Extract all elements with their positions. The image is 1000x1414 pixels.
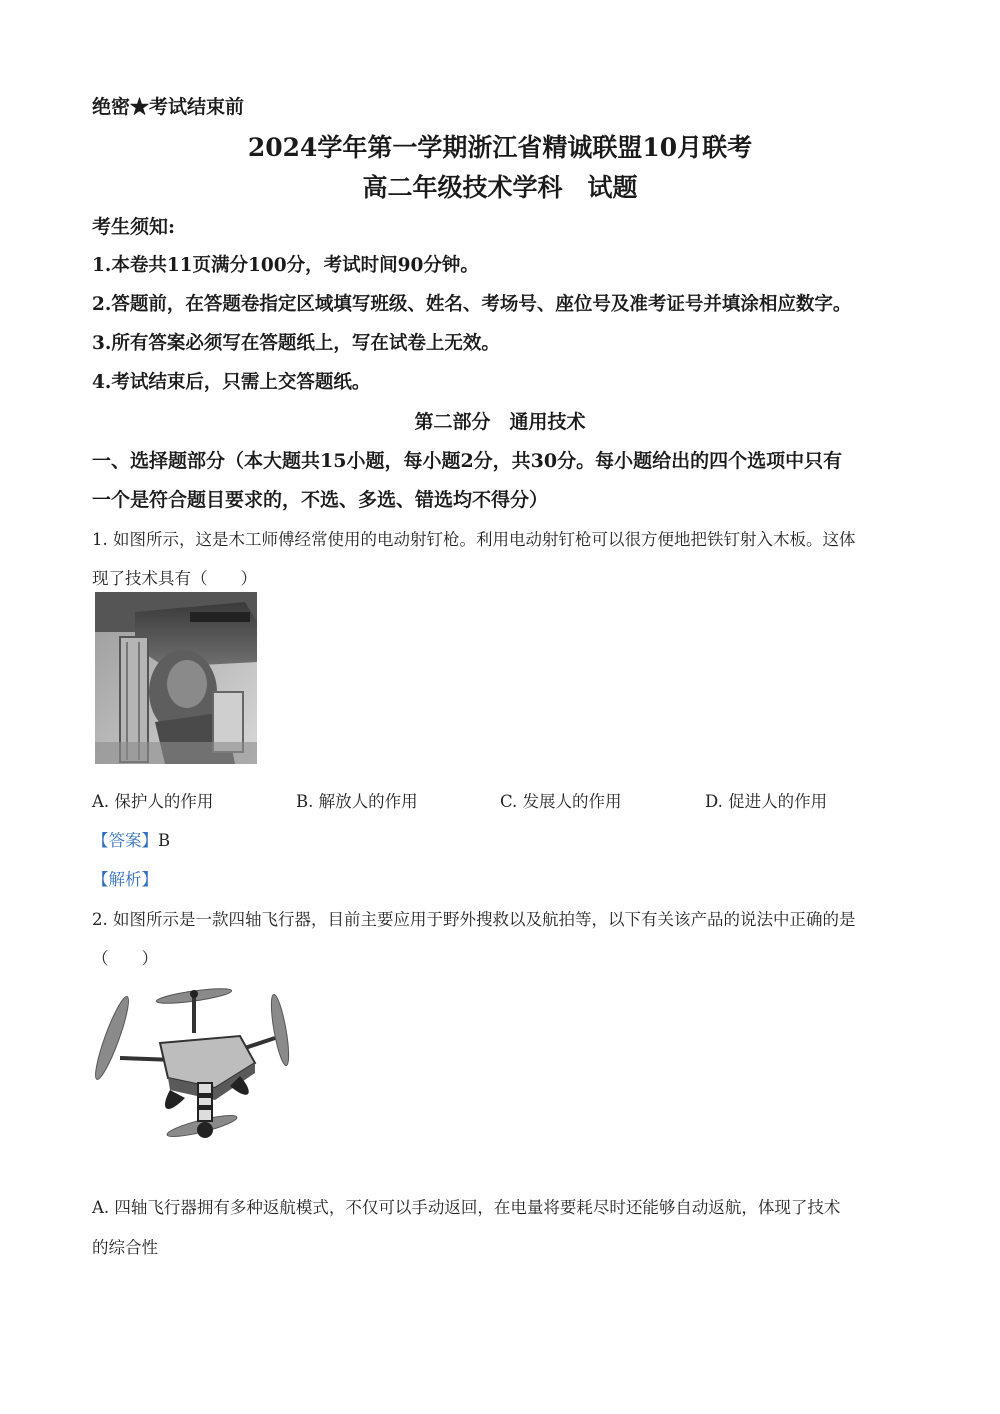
- q1-option-a: A. 保护人的作用: [92, 792, 214, 811]
- q1-option-c: C. 发展人的作用: [500, 792, 622, 811]
- nail-gun-photo: [95, 592, 257, 764]
- analysis-tag: 【解析】: [92, 870, 158, 889]
- notice-heading: 考生须知:: [92, 216, 176, 238]
- exam-title: 2024学年第一学期浙江省精诚联盟10月联考: [247, 133, 753, 162]
- part-instructions-line1: 一、选择题部分（本大题共15小题，每小题2分，共30分。每小题给出的四个选项中只有: [92, 450, 843, 472]
- q2-option-a-line1: A. 四轴飞行器拥有多种返航模式，不仅可以手动返回，在电量将要耗尽时还能够自动返航，体现了技术: [92, 1198, 841, 1217]
- notice-item-1: 1.本卷共11页满分100分，考试时间90分钟。: [92, 255, 479, 276]
- answer-value: B: [158, 831, 171, 850]
- q1-answer-row: [92, 827, 170, 851]
- exam-subtitle: 高二年级技术学科 试题: [362, 173, 638, 202]
- notice-item-3: 3.所有答案必须写在答题纸上，写在试卷上无效。: [92, 333, 500, 354]
- answer-tag: 【答案】: [92, 831, 158, 850]
- notice-item-2: 2.答题前，在答题卷指定区域填写班级、姓名、考场号、座位号及准考证号并填涂相应数字。: [92, 294, 852, 315]
- notice-item-4: 4.考试结束后，只需上交答题纸。: [92, 372, 371, 393]
- q1-stem-line1: 1. 如图所示，这是木工师傅经常使用的电动射钉枪。利用电动射钉枪可以很方便地把铁钉射入木板。这体: [92, 530, 856, 549]
- confidential-label: 绝密★考试结束前: [92, 96, 245, 118]
- q2-stem-line1: 2. 如图所示是一款四轴飞行器，目前主要应用于野外搜救以及航拍等，以下有关该产品的说法中正确的是: [92, 910, 856, 929]
- quadcopter-photo: [90, 978, 295, 1150]
- q1-option-b: B. 解放人的作用: [296, 792, 418, 811]
- q1-stem-line2: 现了技术具有（ ）: [92, 569, 257, 588]
- part-instructions-line2: 一个是符合题目要求的，不选、多选、错选均不得分）: [92, 489, 549, 511]
- section-title: 第二部分 通用技术: [414, 411, 586, 433]
- q1-option-d: D. 促进人的作用: [705, 792, 828, 811]
- q2-stem-line2: （ ）: [92, 949, 158, 968]
- q2-option-a-line2: 的综合性: [92, 1238, 158, 1257]
